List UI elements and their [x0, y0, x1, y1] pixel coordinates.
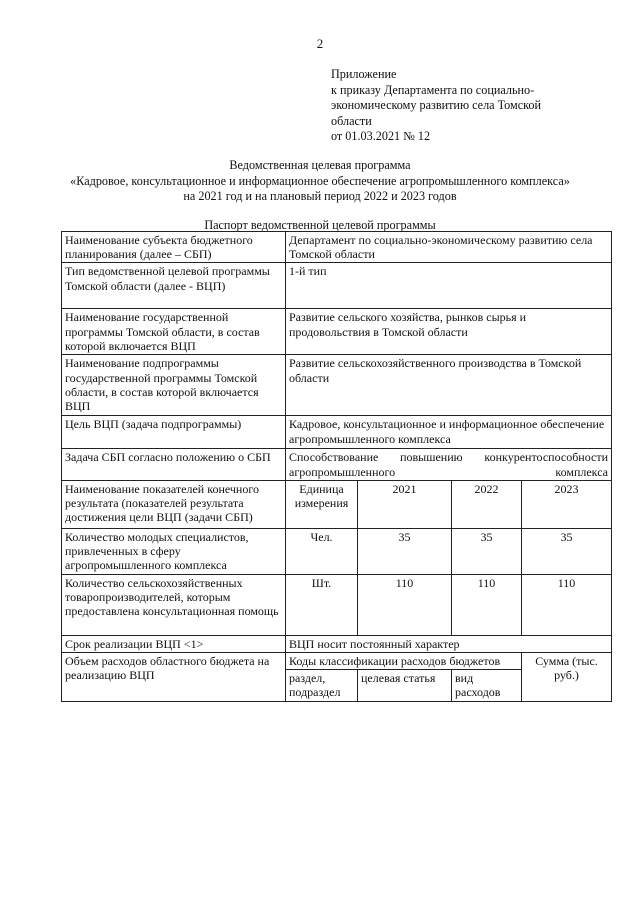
- term-value: ВЦП носит постоянный характер: [286, 635, 612, 652]
- row-label: Задача СБП согласно положению о СБП: [62, 449, 286, 480]
- row-label: Наименование государственной программы Томской области, в состав которой включается ВЦП: [62, 309, 286, 355]
- row-label: Наименование субъекта бюджетного планирования (далее – СБП): [62, 232, 286, 263]
- table-row: [62, 449, 612, 480]
- appendix-block: [331, 67, 541, 145]
- sum-header: Сумма (тыс. руб.): [522, 653, 612, 702]
- indicator-row: [62, 574, 612, 635]
- appendix-line: экономическому развитию села Томской: [331, 98, 542, 112]
- appendix-line: области: [331, 113, 372, 128]
- indicator-unit: Чел.: [286, 528, 358, 574]
- indicator-value: 35: [358, 528, 452, 574]
- year-header: 2021: [358, 480, 452, 528]
- table-row: [62, 263, 612, 309]
- heading-line: на 2021 год и на плановый период 2022 и 2023 годов: [183, 189, 457, 203]
- row-label: Тип ведомственной целевой программы Томской области (далее - ВЦП): [62, 263, 286, 309]
- budget-row: [62, 653, 612, 670]
- row-value: Кадровое, консультационное и информационное обеспечение агропромышленного комплекса: [286, 416, 612, 449]
- codes-header: Коды классификации расходов бюджетов: [286, 653, 522, 670]
- indicator-row: [62, 528, 612, 574]
- appendix-line: от 01.03.2021 № 12: [331, 129, 431, 143]
- col-type: вид расходов: [452, 670, 522, 701]
- indicators-header-row: [62, 480, 612, 528]
- term-label: Срок реализации ВЦП <1>: [62, 635, 286, 652]
- program-heading: [0, 158, 640, 205]
- col-section: раздел, подраздел: [286, 670, 358, 701]
- appendix-line: Приложение: [331, 67, 397, 81]
- budget-label: Объем расходов областного бюджета на реализацию ВЦП: [62, 653, 286, 702]
- row-label: Наименование подпрограммы государственной программы Томской области, в состав которой включается ВЦП: [62, 355, 286, 416]
- term-row: [62, 635, 612, 652]
- indicator-value: 110: [452, 574, 522, 635]
- table-row: [62, 416, 612, 449]
- indicator-value: 35: [452, 528, 522, 574]
- table-row: [62, 309, 612, 355]
- row-label: Цель ВЦП (задача подпрограммы): [62, 416, 286, 449]
- passport-table: [61, 231, 612, 702]
- indicators-header-label: Наименование показателей конечного результата (показателей результата достижения цели ВЦП (задачи СБП): [62, 480, 286, 528]
- heading-line: Ведомственная целевая программа: [229, 158, 411, 172]
- indicator-value: 110: [358, 574, 452, 635]
- passport-title: Паспорт ведомственной целевой программы: [204, 218, 436, 232]
- row-value: Развитие сельского хозяйства, рынков сырья и продовольствия в Томской области: [286, 309, 612, 355]
- indicator-label: Количество молодых специалистов, привлеченных в сферу агропромышленного комплекса: [62, 528, 286, 574]
- indicator-label: Количество сельскохозяйственных товаропроизводителей, которым предоставлена консультационная помощь: [62, 574, 286, 635]
- indicator-unit: Шт.: [286, 574, 358, 635]
- indicator-value: 35: [522, 528, 612, 574]
- year-header: 2023: [522, 480, 612, 528]
- heading-line: «Кадровое, консультационное и информационное обеспечение агропромышленного комплекса»: [70, 173, 570, 188]
- appendix-line: к приказу Департамента по социально-: [331, 82, 535, 97]
- indicator-value: 110: [522, 574, 612, 635]
- page-number: 2: [316, 36, 324, 51]
- row-value: Департамент по социально-экономическому развитию села Томской области: [286, 232, 612, 263]
- col-article: целевая статья: [358, 670, 452, 701]
- table-row: [62, 355, 612, 416]
- table-row: [62, 232, 612, 263]
- row-value: 1-й тип: [286, 263, 612, 309]
- year-header: 2022: [452, 480, 522, 528]
- row-value: Развитие сельскохозяйственного производства в Томской области: [286, 355, 612, 416]
- unit-header: Единица измерения: [286, 480, 358, 528]
- row-value: Способствование повышению конкурентоспособности агропромышленного комплекса: [286, 449, 612, 480]
